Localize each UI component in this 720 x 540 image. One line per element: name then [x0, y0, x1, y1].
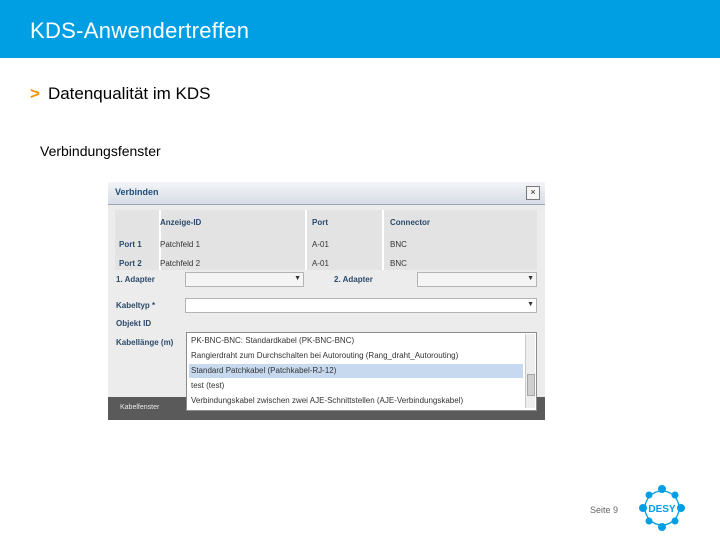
column-header-anzeige: Anzeige-ID	[160, 218, 202, 227]
column-header-port: Port	[312, 218, 328, 227]
desy-logo	[636, 484, 688, 532]
chevron-down-icon: ▼	[527, 275, 534, 282]
logo-text: DESY	[648, 504, 676, 515]
adapter-2-label: 2. Adapter	[334, 275, 373, 284]
dropdown-scrollbar[interactable]	[525, 334, 535, 408]
page-number: Seite 9	[590, 505, 619, 515]
cell-anzeige-2: Patchfeld 2	[160, 259, 201, 268]
chevron-down-icon: ▼	[294, 275, 301, 282]
port-table	[115, 210, 537, 270]
arrow-bullet-icon: >	[30, 84, 40, 103]
adapter-1-select[interactable]	[185, 272, 304, 287]
window-title: Verbinden	[115, 187, 159, 197]
slide-subtitle	[30, 84, 210, 104]
kabellaenge-label: Kabellänge (m)	[116, 338, 174, 347]
cell-port-2: A-01	[312, 259, 329, 268]
scrollbar-thumb[interactable]	[527, 374, 535, 396]
connection-window-screenshot	[108, 182, 545, 420]
list-item[interactable]: Verbindungskabel zwischen zwei AJE-Schnittstellen (AJE-Verbindungskabel)	[191, 396, 464, 405]
objekt-id-label: Objekt ID	[116, 319, 152, 328]
cell-anzeige-1: Patchfeld 1	[160, 240, 201, 249]
close-icon[interactable]: ×	[526, 186, 540, 200]
cell-connector-2: BNC	[390, 259, 407, 268]
chevron-down-icon: ▼	[527, 301, 534, 308]
kabeltyp-select[interactable]	[185, 298, 537, 313]
bottom-strip-label: Kabelfenster	[120, 404, 160, 411]
row-label-port-2: Port 2	[119, 259, 142, 268]
kabeltyp-label: Kabeltyp *	[116, 301, 156, 310]
list-item-selected[interactable]: Standard Patchkabel (Patchkabel-RJ-12)	[189, 364, 523, 378]
list-item[interactable]: Rangierdraht zum Durchschalten bei Autorouting (Rang_draht_Autorouting)	[191, 351, 459, 360]
window-title-bar	[108, 182, 545, 205]
list-item[interactable]: test (test)	[191, 381, 225, 390]
header-bar	[0, 0, 720, 58]
section-label: Verbindungsfenster	[40, 143, 161, 159]
subtitle-text: Datenqualität im KDS	[47, 84, 211, 103]
cell-connector-1: BNC	[390, 240, 407, 249]
list-item[interactable]: PK-BNC-BNC: Standardkabel (PK-BNC-BNC)	[191, 336, 355, 345]
presentation-title: KDS-Anwendertreffen	[30, 18, 250, 43]
cell-port-1: A-01	[312, 240, 329, 249]
kabeltyp-dropdown-list[interactable]	[186, 332, 537, 411]
column-header-connector: Connector	[390, 218, 430, 227]
adapter-1-label: 1. Adapter	[116, 275, 155, 284]
adapter-2-select[interactable]	[417, 272, 537, 287]
row-label-port-1: Port 1	[119, 240, 142, 249]
